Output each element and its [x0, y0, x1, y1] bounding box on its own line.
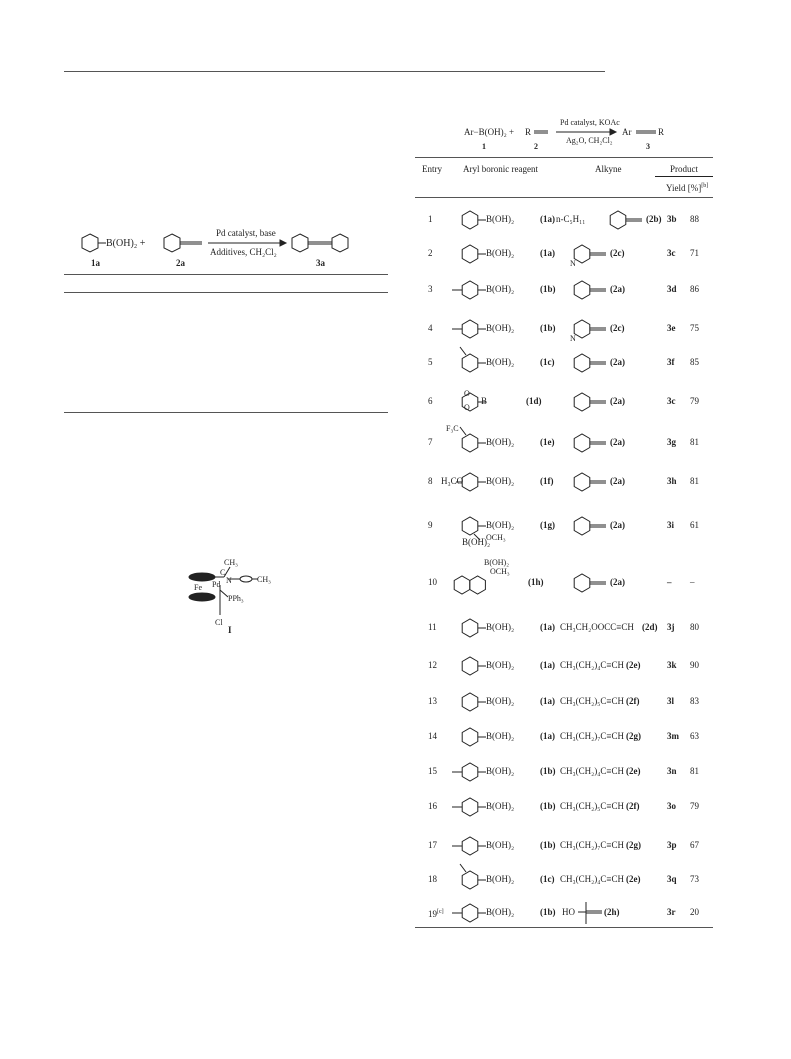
- yield-value: 63: [690, 731, 699, 741]
- catalyst-structure: [180, 555, 280, 635]
- yield-value: 75: [690, 323, 699, 333]
- methoxy-group: H₃CO: [441, 476, 464, 486]
- product-id: 3f: [667, 357, 675, 367]
- product-id: 3n: [667, 766, 677, 776]
- aryl-boronic-group: B(OH)₂: [486, 840, 515, 850]
- yield-value: 71: [690, 248, 699, 258]
- row-entry: 9: [428, 520, 433, 530]
- alkyne-label: (2d): [642, 622, 658, 632]
- svg-text:Fe: Fe: [194, 583, 202, 592]
- svg-text:R: R: [658, 127, 665, 137]
- aryl-boronic-group: B(OH)₂: [486, 907, 515, 917]
- yield-value: 79: [690, 396, 699, 406]
- alkyne-formula: CH₃(CH₂)₇C≡CH: [560, 840, 624, 850]
- aryl-boronic-group: B(OH)₂: [486, 874, 515, 884]
- yield-value: 67: [690, 840, 699, 850]
- left-conditions-top: Pd catalyst, base: [216, 228, 276, 238]
- svg-text:Pd catalyst, KOAc: Pd catalyst, KOAc: [560, 118, 620, 127]
- product-header-rule: [655, 176, 713, 177]
- aryl-label: (1f): [540, 476, 554, 486]
- svg-text:2: 2: [534, 142, 538, 151]
- product-id: 3r: [667, 907, 676, 917]
- table-top-rule: [415, 157, 713, 158]
- catalyst-svg: [180, 555, 280, 635]
- alkyne-formula: CH₃(CH₂)₇C≡CH: [560, 731, 624, 741]
- left-table-rule-1: [64, 274, 388, 275]
- yield-value: 88: [690, 214, 699, 224]
- aryl-label: (1a): [540, 248, 555, 258]
- product-id: 3c: [667, 248, 676, 258]
- yield-value: 81: [690, 766, 699, 776]
- trifluoromethyl: F₃C: [446, 424, 459, 433]
- aryl-label: (1a): [540, 731, 555, 741]
- aryl-label: (1a): [540, 660, 555, 670]
- left-product-label: 3a: [316, 258, 325, 268]
- yield-value: 81: [690, 437, 699, 447]
- table-header-rule: [415, 197, 713, 198]
- yield-value: 79: [690, 801, 699, 811]
- row-entry: 7: [428, 437, 433, 447]
- svg-text:Ag₂O, CH₂Cl₂: Ag₂O, CH₂Cl₂: [566, 136, 613, 145]
- alkyne-label: (2f): [626, 696, 640, 706]
- yield-value: 86: [690, 284, 699, 294]
- aryl-boronic-group: B(OH)₂: [486, 357, 515, 367]
- right-scheme-svg: [460, 115, 700, 155]
- row-entry: 8: [428, 476, 433, 486]
- alkyne-label: (2e): [626, 874, 641, 884]
- alkyne-label: (2g): [626, 731, 641, 741]
- aryl-label: (1e): [540, 437, 555, 447]
- yield-value: 90: [690, 660, 699, 670]
- product-id: 3p: [667, 840, 677, 850]
- right-reactant1-text: Ar−B(OH)₂ +: [464, 127, 515, 137]
- top-rule: [64, 71, 605, 72]
- row-entry: 6: [428, 396, 433, 406]
- alkyne-label: (2h): [604, 907, 620, 917]
- yield-value: 20: [690, 907, 699, 917]
- aryl-label: (1a): [540, 214, 555, 224]
- alkyne-formula: CH₃(CH₂)₄C≡CH: [560, 766, 624, 776]
- left-reactant1-text: B(OH)₂ +: [106, 238, 146, 249]
- aryl-label: (1c): [540, 357, 555, 367]
- aryl-label: (1b): [540, 907, 556, 917]
- aryl-boronic-group: B(OH)₂: [486, 766, 515, 776]
- svg-text:3: 3: [646, 142, 650, 151]
- row-entry: 17: [428, 840, 437, 850]
- product-id: 3e: [667, 323, 676, 333]
- dioxaborolane-o-bottom: O: [464, 403, 470, 412]
- product-id: 3b: [667, 214, 677, 224]
- right-reaction-scheme: [460, 115, 700, 155]
- alkyne-label: (2e): [626, 766, 641, 776]
- alkyne-label: (2e): [626, 660, 641, 670]
- product-id: 3m: [667, 731, 679, 741]
- yield-value: 80: [690, 622, 699, 632]
- alkyne-label: (2a): [610, 476, 625, 486]
- ortho-methoxy: OCH₃: [486, 533, 506, 542]
- aryl-boronic-group: B(OH)₂: [486, 323, 515, 333]
- reaction-arrow-right: [556, 129, 616, 135]
- left-scheme-svg: [76, 222, 386, 282]
- row-entry: 16: [428, 801, 437, 811]
- product-id: 3q: [667, 874, 677, 884]
- alkyne-label: (2a): [610, 520, 625, 530]
- aryl-label: (1g): [540, 520, 555, 530]
- aryl-boronic-group: B(OH)₂: [486, 696, 515, 706]
- row-entry: 15: [428, 766, 437, 776]
- alkyne-label: (2a): [610, 396, 625, 406]
- svg-text:CH₃: CH₃: [224, 558, 238, 567]
- naphthyl-boronic: B(OH)₂: [484, 558, 510, 567]
- alkyne-label: (2a): [610, 577, 625, 587]
- alkyne-label: (2a): [610, 357, 625, 367]
- svg-text:C: C: [220, 568, 226, 577]
- row-entry: 4: [428, 323, 433, 333]
- alkyne-label: (2c): [610, 323, 625, 333]
- left-reaction-scheme: [76, 222, 386, 282]
- aryl-boronic-group: B(OH)₂: [486, 214, 515, 224]
- svg-text:CH₃: CH₃: [257, 575, 271, 584]
- alkyne-formula: CH₃(CH₂)₅C≡CH: [560, 801, 624, 811]
- row-entry: 2: [428, 248, 433, 258]
- header-yield: Yield [%][b]: [666, 183, 709, 193]
- product-id: 3g: [667, 437, 676, 447]
- aryl-label: (1d): [526, 396, 542, 406]
- dioxaborolane-o-top: O: [464, 389, 470, 398]
- svg-text:1: 1: [482, 142, 486, 151]
- row-entry: 14: [428, 731, 437, 741]
- benzene-ring-2a: [164, 234, 202, 252]
- product-id: 3j: [667, 622, 675, 632]
- aryl-boronic-group: B: [481, 396, 488, 406]
- product-id: 3c: [667, 396, 676, 406]
- aryl-label: (1b): [540, 284, 556, 294]
- product-id: 3k: [667, 660, 677, 670]
- pyridine-n: N: [570, 259, 576, 268]
- svg-text:Cl: Cl: [215, 618, 223, 627]
- alkyne-label: (2b): [646, 214, 662, 224]
- alkyne-label: (2c): [610, 248, 625, 258]
- header-alkyne: Alkyne: [595, 164, 622, 174]
- aryl-label: (1b): [540, 766, 556, 776]
- catalyst-label: I: [228, 625, 232, 635]
- yield-value: 83: [690, 696, 699, 706]
- alkyne-formula: CH₃(CH₂)₅C≡CH: [560, 696, 624, 706]
- yield-value: 73: [690, 874, 699, 884]
- pyridine-n: N: [570, 334, 576, 343]
- alkyne-formula: CH₃(CH₂)₄C≡CH: [560, 874, 624, 884]
- row-entry: 13: [428, 696, 437, 706]
- svg-text:N: N: [226, 576, 232, 585]
- alkyne-label: (2f): [626, 801, 640, 811]
- aryl-label: (1h): [528, 577, 544, 587]
- yield-value: –: [690, 577, 695, 587]
- aryl-boronic-group: B(OH)₂: [486, 476, 515, 486]
- aryl-boronic-group: B(OH)₂: [486, 248, 515, 258]
- svg-text:Ar: Ar: [622, 127, 632, 137]
- row-entry: 3: [428, 284, 433, 294]
- naphthyl-methoxy: OCH₃: [490, 567, 510, 576]
- left-reactant2-label: 2a: [176, 258, 185, 268]
- alkyne-formula: CH₃CH₂OOCC≡CH: [560, 622, 634, 632]
- aryl-boronic-group: B(OH)₂: [486, 660, 515, 670]
- row-entry: 12: [428, 660, 437, 670]
- product-id: 3l: [667, 696, 675, 706]
- diphenylacetylene-product: [292, 234, 348, 252]
- row-entry-footnote: [c]: [437, 909, 444, 915]
- aryl-label: (1c): [540, 874, 555, 884]
- aryl-label: (1b): [540, 801, 556, 811]
- row-entry: 19[c]: [428, 909, 444, 919]
- aryl-structure: [440, 382, 560, 422]
- product-id: 3i: [667, 520, 675, 530]
- left-table-rule-3: [64, 412, 388, 413]
- row-entry: 18: [428, 874, 437, 884]
- svg-text:R: R: [525, 127, 532, 137]
- header-product: Product: [670, 164, 698, 174]
- product-id: –: [667, 577, 672, 587]
- svg-text:PPh₃: PPh₃: [228, 594, 244, 603]
- row-entry: 1: [428, 214, 433, 224]
- aryl-boronic-group: B(OH)₂: [486, 731, 515, 741]
- alkyne-label: (2g): [626, 840, 641, 850]
- yield-value: 61: [690, 520, 699, 530]
- alkyne-substituent: n-C₅H₁₁: [556, 214, 586, 224]
- header-entry: Entry: [422, 164, 442, 174]
- aryl-boronic-group: B(OH)₂: [486, 520, 515, 530]
- product-id: 3h: [667, 476, 677, 486]
- aryl-boronic-group: B(OH)₂: [486, 622, 515, 632]
- aryl-boronic-group: B(OH)₂: [486, 284, 515, 294]
- yield-value: 81: [690, 476, 699, 486]
- alkyne-hydroxy: HO: [562, 907, 575, 917]
- aryl-label: (1b): [540, 840, 556, 850]
- alkyne-label: (2a): [610, 437, 625, 447]
- product-id: 3o: [667, 801, 676, 811]
- product-id: 3d: [667, 284, 677, 294]
- aryl-boronic-group: B(OH)₂: [486, 437, 515, 447]
- alkyne-label: (2a): [610, 284, 625, 294]
- left-table-rule-2: [64, 292, 388, 293]
- yield-value: 85: [690, 357, 699, 367]
- aryl-label: (1a): [540, 622, 555, 632]
- benzene-ring-1a: [82, 234, 106, 252]
- reaction-arrow-left: [208, 240, 286, 246]
- alkyne-formula: CH₃(CH₂)₄C≡CH: [560, 660, 624, 670]
- aryl-boronic-group: B(OH)₂: [486, 801, 515, 811]
- aryl-label: (1b): [540, 323, 556, 333]
- row-entry: 5: [428, 357, 433, 367]
- header-aryl: Aryl boronic reagent: [463, 164, 538, 174]
- row-entry: 11: [428, 622, 437, 632]
- aryl-label: (1a): [540, 696, 555, 706]
- row-entry: 10: [428, 577, 437, 587]
- svg-text:Pd: Pd: [212, 580, 221, 589]
- left-conditions-bottom: Additives, CH₂Cl₂: [210, 247, 277, 257]
- aryl-boronic-group: B(OH)₂: [462, 537, 491, 547]
- left-reactant1-label: 1a: [91, 258, 100, 268]
